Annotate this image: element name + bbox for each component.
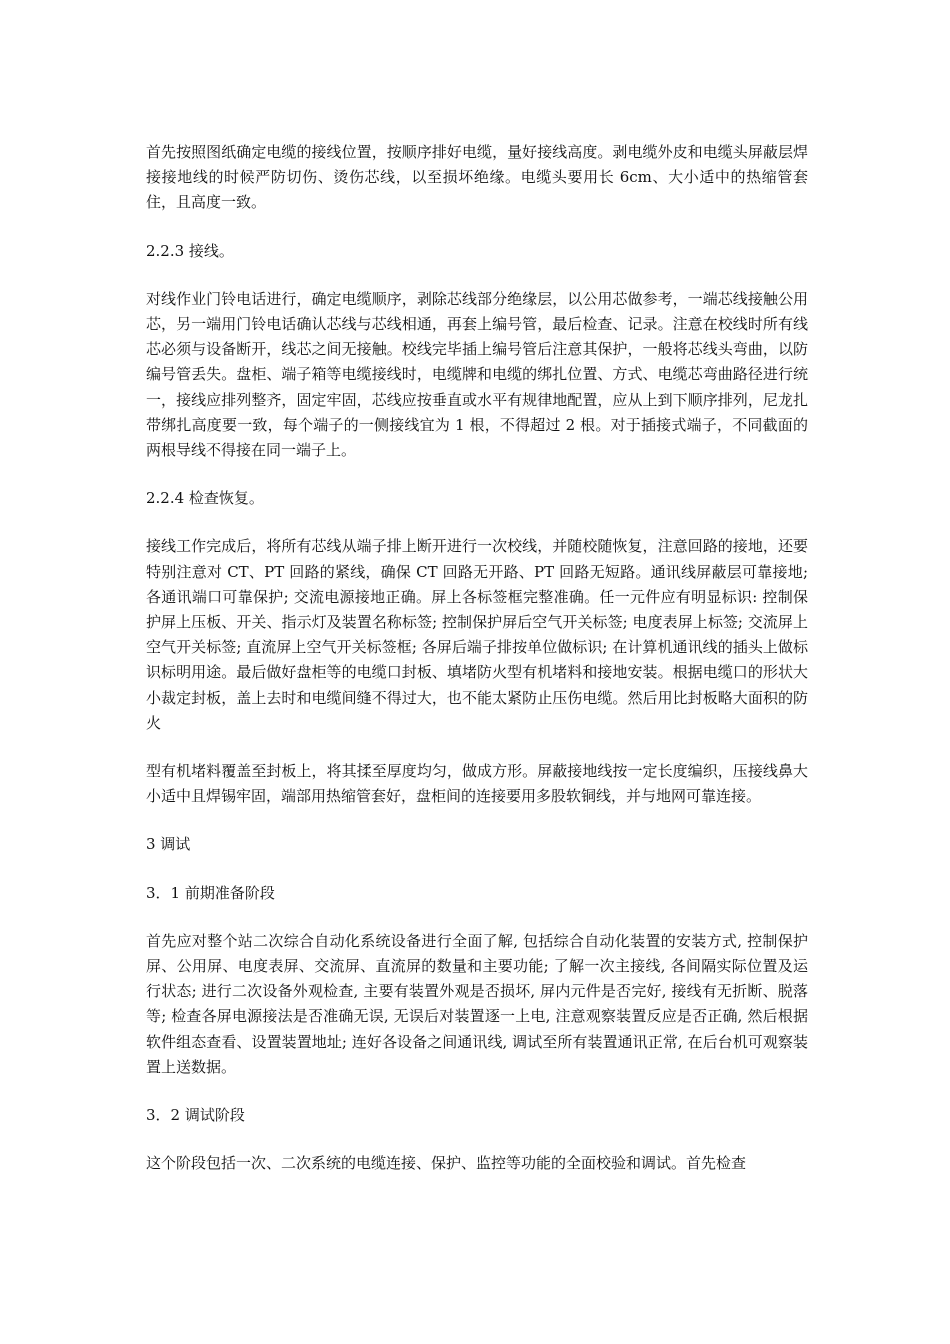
paragraph-preparation-stage: 首先应对整个站二次综合自动化系统设备进行全面了解, 包括综合自动化装置的安装方式, 控制保护屏、公用屏、电度表屏、交流屏、直流屏的数量和主要功能; 了解一次主接线, 各间隔实际位置及运行状态; 进行二次设备外观检查, 主要有装置外观是否损坏, 屏内元件是否完好, 接线有无折断、脱落等; 检查各屏电源接法是否准确无误, 无误后对装置逐一上电, 注意观察装置反应是否正确, 然后根据软件组态查看、设置装置地址; 连好各设备之间通讯线, 调试至所有装置通讯正常, 在后台机可观察装置上送数据。 [146,931,808,1076]
paragraph-inspection-restore: 接线工作完成后，将所有芯线从端子排上断开进行一次校线，并随校随恢复，注意回路的接地，还要特别注意对 CT、PT 回路的紧线，确保 CT 回路无开路、PT 回路无短路。通讯线屏蔽层可靠接地; 各通讯端口可靠保护; 交流电源接地正确。屏上各标签框完整准确。任一元件应有明显标识: 控制保护屏上压板、开关、指示灯及装置名称标签; 控制保护屏后空气开关标签; 电度表屏上标签; 交流屏上空气开关标签; 直流屏上空气开关标签框; 各屏后端子排按单位做标识; 在计算机通讯线的插头上做标识标明用途。最后做好盘柜等的电缆口封板、填堵防火型有机堵料和接地安装。根据电缆口的形状大小裁定封板，盖上去时和电缆间缝不得过大，也不能太紧防止压伤电缆。然后用比封板略大面积的防火 [146,537,808,732]
paragraph-fireproof-sealing: 型有机堵料覆盖至封板上，将其揉至厚度均匀，做成方形。屏蔽接地线按一定长度编织，压接线鼻大小适中且焊锡牢固，端部用热缩管套好，盘柜间的连接要用多股软铜线，并与地网可靠连接。 [146,762,808,806]
paragraph-wiring: 对线作业门铃电话进行，确定电缆顺序，剥除芯线部分绝缘层，以公用芯做参考，一端芯线接触公用芯，另一端用门铃电话确认芯线与芯线相通，再套上编号管，最后检查、记录。注意在校线时所有线芯必须与设备断开，线芯之间无接触。校线完毕插上编号管后注意其保护，一般将芯线头弯曲，以防编号管丢失。盘柜、端子箱等电缆接线时，电缆牌和电缆的绑扎位置、方式、电缆芯弯曲路径进行统一，接线应排列整齐，固定牢固，芯线应按垂直或水平有规律地配置，应从上到下顺序排列，尼龙扎带绑扎高度要一致，每个端子的一侧接线宜为 1 根，不得超过 2 根。对于插接式端子，不同截面的两根导线不得接在同一端子上。 [146,289,808,460]
document-body [146,140,808,1185]
section-heading-2-2-3: 2.2.3 接线。 [146,241,234,260]
section-heading-3-2: 3．2 调试阶段 [146,1106,245,1125]
section-heading-2-2-4: 2.2.4 检查恢复。 [146,489,264,508]
paragraph-debug-stage: 这个阶段包括一次、二次系统的电缆连接、保护、监控等功能的全面校验和调试。首先检查 [146,1154,747,1173]
section-heading-3-1: 3．1 前期准备阶段 [146,883,275,902]
section-heading-3: 3 调试 [146,835,191,854]
paragraph-cable-prep: 首先按照图纸确定电缆的接线位置，按顺序排好电缆，量好接线高度。剥电缆外皮和电缆头屏蔽层焊接接地线的时候严防切伤、烫伤芯线，以至损坏绝缘。电缆头要用长 6cm、大小适中的热缩管套住，且高度一致。 [146,143,808,212]
